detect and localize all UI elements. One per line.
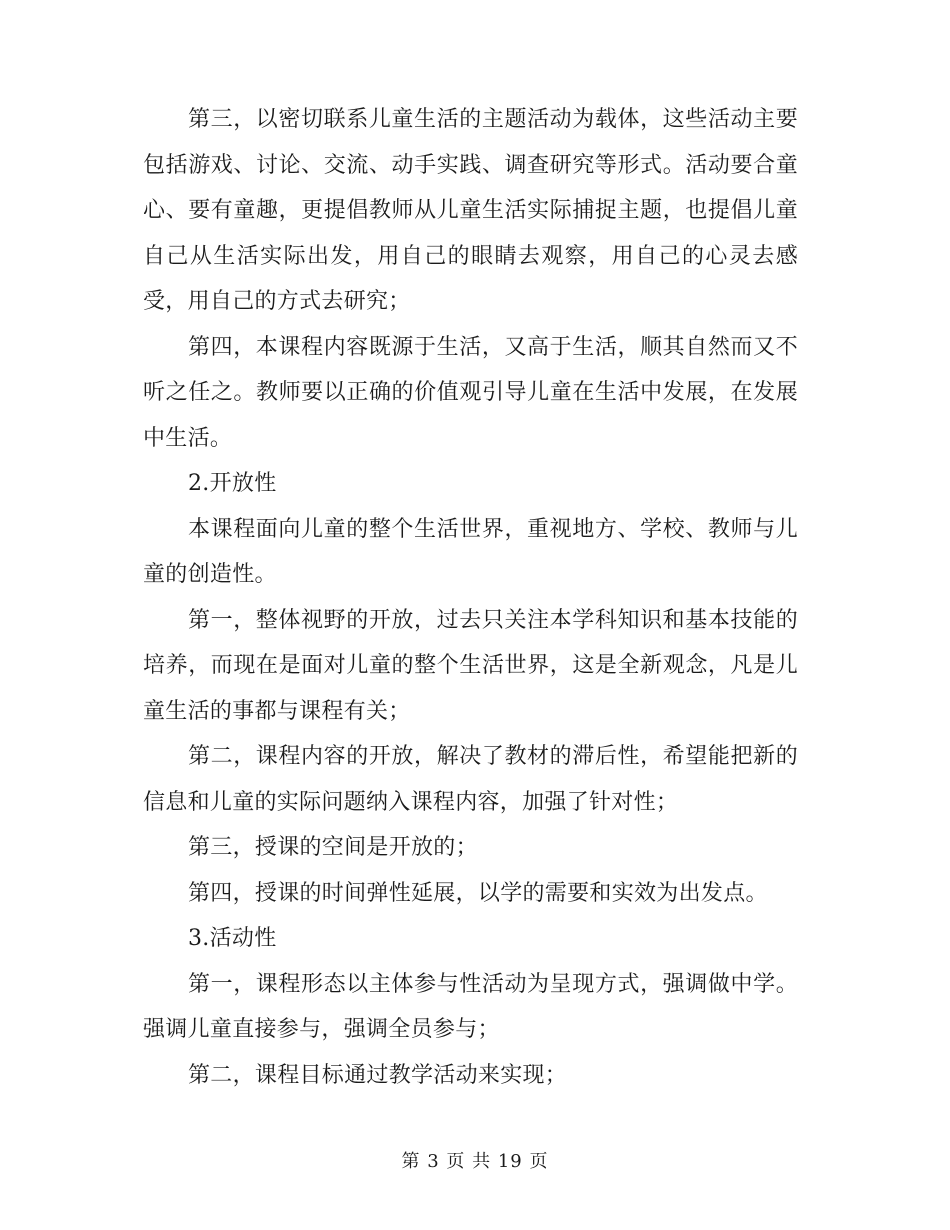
paragraph: 第一，课程形态以主体参与性活动为呈现方式，强调做中学。强调儿童直接参与，强调全员参与；	[143, 971, 798, 1042]
paragraph: 本课程面向儿童的整个生活世界，重视地方、学校、教师与儿童的创造性。	[143, 516, 798, 587]
paragraph: 第二，课程内容的开放，解决了教材的滞后性，希望能把新的信息和儿童的实际问题纳入课程内容，加强了针对性；	[143, 744, 798, 815]
page-footer: 第 3 页 共 19 页	[401, 1151, 549, 1172]
paragraph: 第二，课程目标通过教学活动来实现；	[188, 1062, 568, 1088]
paragraph: 第三，授课的空间是开放的；	[188, 835, 478, 860]
paragraph: 第四，本课程内容既源于生活，又高于生活，顺其自然而又不听之任之。教师要以正确的价值观引导儿童在生活中发展，在发展中生活。	[143, 334, 798, 451]
paragraph: 第三，以密切联系儿童生活的主题活动为载体，这些活动主要包括游戏、讨论、交流、动手实践、调查研究等形式。活动要合童心、要有童趣，更提倡教师从儿童生活实际捕捉主题，也提倡儿童自己从生活实际出发，用自己的眼睛去观察，用自己的心灵去感受，用自己的方式去研究；	[143, 107, 798, 314]
section-heading: 3.活动性	[188, 926, 277, 951]
paragraph: 第四，授课的时间弹性延展，以学的需要和实效为出发点。	[188, 880, 768, 906]
body-text	[143, 97, 798, 1098]
paragraph: 第一，整体视野的开放，过去只关注本学科知识和基本技能的培养，而现在是面对儿童的整个生活世界，这是全新观念，凡是儿童生活的事都与课程有关；	[143, 607, 798, 724]
section-heading: 2.开放性	[188, 471, 277, 496]
